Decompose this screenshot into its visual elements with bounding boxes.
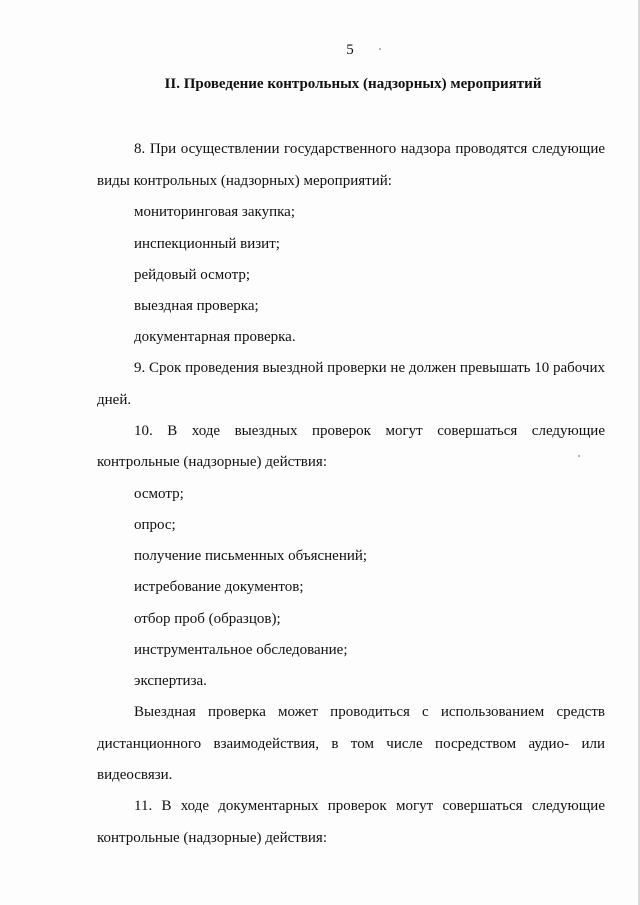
list-item: рейдовый осмотр; <box>134 267 250 283</box>
remote-paragraph-line-3: видеосвязи. <box>97 767 173 783</box>
remote-paragraph-line-2: дистанционного взаимодействия, в том числе посредством аудио- или <box>97 736 605 752</box>
list-item: получение письменных объяснений; <box>134 548 368 564</box>
list-item: экспертиза. <box>134 673 207 689</box>
paragraph-11-line-2: контрольные (надзорные) действия: <box>97 830 327 846</box>
list-item: осмотр; <box>134 486 184 502</box>
page-number: 5 <box>346 42 354 58</box>
list-item: мониторинговая закупка; <box>134 204 296 220</box>
list-item: документарная проверка. <box>134 329 296 345</box>
scan-speck <box>379 48 381 50</box>
remote-paragraph-line-1: Выездная проверка может проводиться с использованием средств <box>134 704 605 720</box>
paragraph-10-line-1: 10. В ходе выездных проверок могут совершаться следующие <box>134 423 605 439</box>
paragraph-11-line-1: 11. В ходе документарных проверок могут совершаться следующие <box>134 798 605 814</box>
paragraph-9-line-1: 9. Срок проведения выездной проверки не должен превышать 10 рабочих <box>134 360 605 376</box>
list-item: истребование документов; <box>134 579 304 595</box>
paragraph-8-line-2: виды контрольных (надзорных) мероприятий: <box>97 173 392 189</box>
scan-speck <box>578 455 580 457</box>
paragraph-9-line-2: дней. <box>97 392 132 408</box>
paragraph-10-line-2: контрольные (надзорные) действия: <box>97 454 327 470</box>
list-item: отбор проб (образцов); <box>134 611 281 627</box>
list-item: выездная проверка; <box>134 298 259 314</box>
list-item: инструментальное обследование; <box>134 642 348 658</box>
list-item: инспекционный визит; <box>134 236 280 252</box>
paragraph-8-line-1: 8. При осуществлении государственного надзора проводятся следующие <box>134 141 605 157</box>
list-item: опрос; <box>134 517 176 533</box>
section-title: II. Проведение контрольных (надзорных) мероприятий <box>164 76 542 92</box>
